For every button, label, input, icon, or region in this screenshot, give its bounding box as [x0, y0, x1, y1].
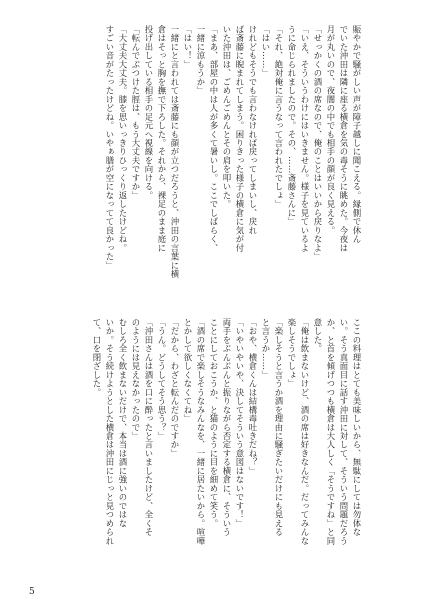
text-line: 「おや、横倉くんは結構毒吐きだね？」 — [248, 318, 258, 476]
upper-text-block — [63, 25, 363, 307]
text-line: か、と首を傾げつつも横倉は大人しく「そうですね」と同 — [326, 318, 336, 546]
text-line: 「いえ、そういうわけにはいきません。様子を見ているよ — [300, 25, 310, 253]
text-line: と言うか……」 — [261, 318, 271, 380]
text-line: 月が丸いので、夜闇の中でも相手の顔が良く見える。 — [326, 25, 336, 235]
text-line: とかして欲しくなくてね」 — [183, 318, 193, 423]
text-line: いか。そう続けようとした横倉は沖田にじっと見つめられ — [105, 318, 115, 546]
text-line: 「楽しそうと言うか酒を理由に騒ぎたいだけにも見える — [274, 318, 284, 537]
text-line: むしろ全く飲まないだけで、本当は酒に強いのではな — [118, 318, 128, 528]
text-line: のようには見えなかったので」 — [131, 318, 141, 441]
text-line: ば斎藤に睨まれてしまう。困りきった様子の横倉に気が付 — [235, 25, 245, 253]
page-number: 5 — [29, 587, 35, 597]
text-line: すごい音がたったけどね。いやぁ膳が空になってて良かった」 — [105, 25, 115, 270]
text-line: い。そう真面目に話す沖田に対して、そういう問題だろう — [339, 318, 349, 546]
text-line: けれどもそうでも言わなければ戻ってしまいし、戻れ — [248, 25, 258, 235]
text-line: 「大丈夫大丈夫。膝を思いっきりひっくり返したけどね。 — [118, 25, 128, 253]
text-line: ここの料理はとても美味しいから、無駄にしては勿体な — [352, 318, 362, 537]
text-line: 投げ出している相手の足元へ視線を向ける。 — [144, 25, 154, 200]
text-line: 両手をぶんぶんと振りながら否定する横倉に、そういう — [222, 318, 232, 537]
text-line: でいた沖田は隣に座る横倉を気の毒そうに眺めた。今夜は — [339, 25, 349, 253]
text-line: 「はい……」 — [261, 25, 271, 78]
text-line: 「せっかくの酒の席なので、俺のことはいいから戻りなよ」 — [313, 25, 323, 261]
text-line: 楽しそうでしょ」 — [287, 318, 297, 388]
text-line: 倉はそっと胸を撫で下ろした。それから、裸足のまま庭に — [157, 25, 167, 253]
text-line: 一緒に涼もうか」 — [196, 25, 206, 95]
text-line: 「それ、絶対俺に言うなって言われたでしょ」 — [274, 25, 284, 209]
text-line: 賑やかで騒がしい声が障子越しに聞こえる。縁側で休ん — [352, 25, 362, 244]
text-line: 「だから、わざと転んだのですか」 — [170, 318, 180, 458]
text-line: ことにしておこうか、と猫のように目を細めて笑う。 — [209, 318, 219, 528]
text-line: 一緒にと言われては斎藤にも顔が立つだろうと、沖田の言葉に横 — [170, 25, 180, 279]
lower-text-block — [63, 318, 363, 590]
text-line: て、口を閉ざした。 — [92, 318, 102, 397]
text-line: 「俺は飲まないけど、酒の席は好きなんだ。だってみんな — [300, 318, 310, 546]
text-line: 「いやいやいや、決してそういう意図はないです！」 — [235, 318, 245, 528]
text-line: 意した。 — [313, 318, 323, 353]
text-line: 「まあ、部屋の中は人が多くて暑いし。ここでしばらく、 — [209, 25, 219, 253]
text-line: 「酒の席で楽しそうなみんなを、一緒に居たいから。喧嘩 — [196, 318, 206, 546]
text-line: 「沖田さんは酒を口に酔ったと言いましたけど、全くそ — [144, 318, 154, 537]
text-line: 「はい！」 — [183, 25, 193, 69]
text-line: いた沖田は、ごめんごめんとその肩を叩いた。 — [222, 25, 232, 209]
text-line: 「転んでぶつけた脛は、もう大丈夫ですか」 — [131, 25, 141, 200]
text-line: 「うん。どうしてそう思う？」 — [157, 318, 167, 441]
text-line: うに命じられましたので。その、……斎藤さんに」 — [287, 25, 297, 226]
